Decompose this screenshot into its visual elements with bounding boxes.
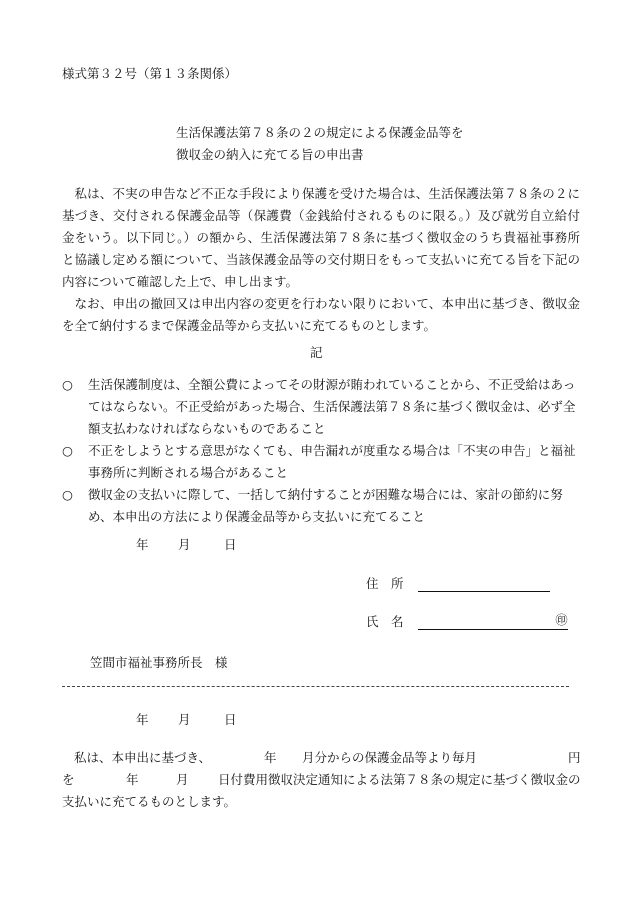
title-line-2: 徴収金の納入に充てる旨の申出書 — [176, 147, 364, 162]
day-label: 日 — [224, 537, 237, 552]
body-paragraph-1: 私は、不実の申告など不正な手段により保護を受けた場合は、生活保護法第７８条の２に基づき、交付される保護金品等（保護費（金銭給付されるものに限る。）及び就労自立給付金をいう。以下同じ。）の額から、生活保護法第７８条に基づく徴収金のうち貴福祉事務所と協議し定める額について、当該保護金品等の交付期日をもって支払いに充てる旨を下記の内容について確認した上で、申し出ます。 — [62, 186, 580, 289]
list-item-text: 生活保護制度は、全額公費によってその財源が賄われていることから、不正受給はあってはならない。不正受給があった場合、生活保護法第７８条に基づく徴収金は、必ず全額支払わなければならないものであること — [88, 377, 576, 436]
day-label: 日 — [224, 712, 237, 727]
office-text-4: 支払いに充てるものとします。 — [62, 794, 237, 809]
list-item — [62, 484, 580, 528]
dashed-divider — [62, 686, 569, 687]
address-label: 住 所 — [366, 576, 404, 591]
list-item — [62, 440, 580, 484]
office-line-3 — [62, 791, 580, 813]
circle-marker: ○ — [62, 443, 73, 458]
addressee: 笠間市福祉事務所長 様 — [90, 655, 228, 670]
name-input-line[interactable] — [418, 613, 568, 630]
submission-date — [136, 535, 237, 553]
year-label: 年 — [136, 537, 149, 552]
list-item-text: 不正をしようとする意思がなくても、申告漏れが度重なる場合は「不実の申告」と福祉事務所に判断される場合があること — [88, 443, 576, 480]
name-field[interactable] — [366, 612, 568, 630]
year-label: 年 — [264, 750, 277, 765]
list-item-text: 徴収金の支払いに際して、一括して納付することが困難な場合には、家計の節約に努め、本申出の方法により保護金品等から支払いに充てること — [88, 487, 563, 524]
month-label: 月 — [178, 537, 191, 552]
month-label: 月 — [176, 772, 189, 787]
ki-heading: 記 — [310, 345, 323, 360]
confirmation-list — [62, 374, 580, 528]
address-field[interactable] — [366, 574, 550, 592]
seal-mark: ㊞ — [555, 613, 568, 627]
month-label: 月 — [178, 712, 191, 727]
address-input-line[interactable] — [418, 575, 550, 592]
office-paragraph — [62, 747, 580, 813]
circle-marker: ○ — [62, 377, 73, 392]
list-item — [62, 374, 580, 440]
yen-label: 円 — [568, 750, 581, 765]
office-text-1: 私は、本申出に基づき、 — [74, 750, 212, 765]
year-label: 年 — [126, 772, 139, 787]
wo-label: を — [62, 772, 75, 787]
document-title — [176, 122, 464, 166]
decision-date — [136, 710, 237, 728]
form-number: 様式第３２号（第１３条関係） — [62, 66, 238, 81]
name-label: 氏 名 — [366, 614, 404, 629]
body-paragraph-2: なお、申出の撤回又は申出内容の変更を行わない限りにおいて、本申出に基づき、徴収金を全て納付するまで保護金品等から支払いに充てるものとします。 — [62, 296, 580, 333]
title-line-1: 生活保護法第７８条の２の規定による保護金品等を — [176, 125, 464, 140]
office-line-1 — [62, 747, 580, 769]
office-text-3: 日付費用徴収決定通知による法第７８条の規定に基づく徴収金の — [218, 772, 581, 787]
office-line-2 — [62, 769, 580, 791]
office-text-2: 月分からの保護金品等より毎月 — [302, 750, 478, 765]
year-label: 年 — [136, 712, 149, 727]
circle-marker: ○ — [62, 487, 73, 502]
